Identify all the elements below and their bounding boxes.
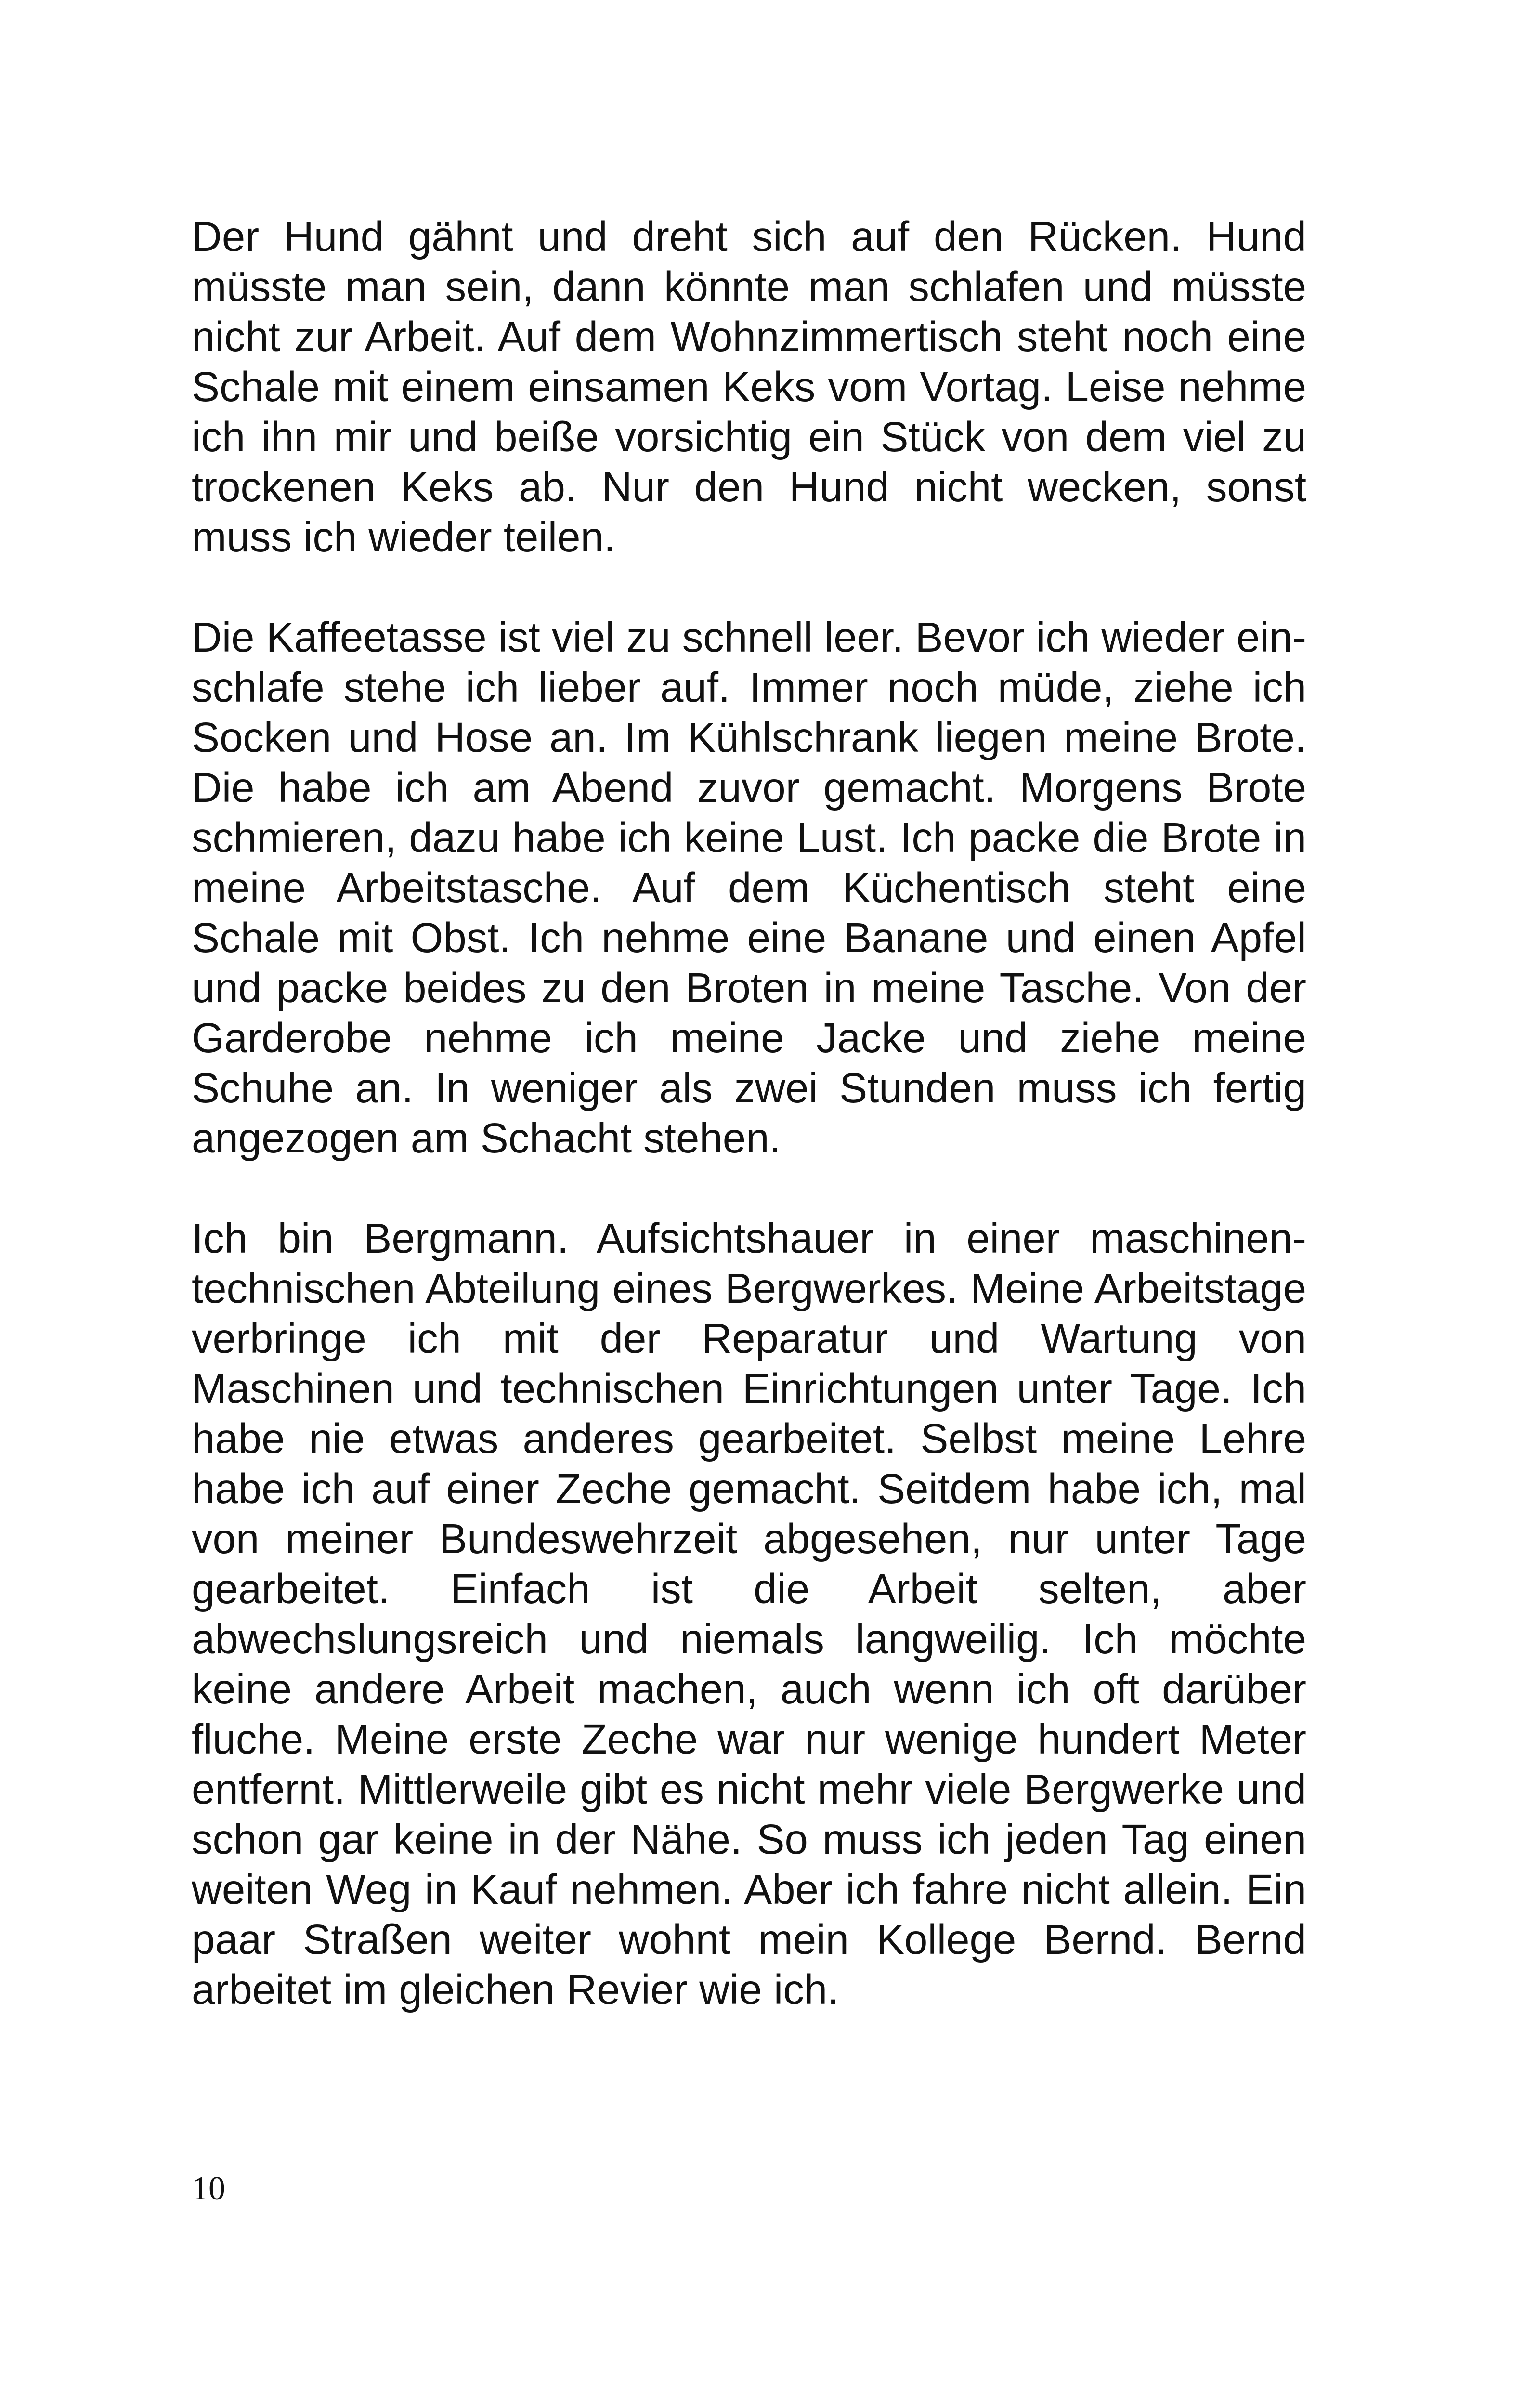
paragraph: Die Kaffeetasse ist viel zu schnell leer. Bevor ich wieder ein-schlafe stehe ich lieber auf. Immer noch müde, ziehe ich Socken und Hose an. Im Kühlschrank liegen meine Brote. Die habe ich am Abend zuvor gemacht. Morgens Brote schmieren, dazu habe ich keine Lust. Ich packe die Brote in meine Arbeitstasche. Auf dem Küchentisch steht eine Schale mit Obst. Ich nehme eine Banane und einen Apfel und packe beides zu den Broten in meine Tasche. Von der Garderobe nehme ich meine Jacke und ziehe meine Schuhe an. In weniger als zwei Stunden muss ich fertig angezogen am Schacht stehen. xyxy=(192,614,1306,1162)
paragraph: Der Hund gähnt und dreht sich auf den Rücken. Hund müsste man sein, dann könnte man schlafen und müsste nicht zur Arbeit. Auf dem Wohnzimmertisch steht noch eine Schale mit einem einsamen Keks vom Vortag. Leise nehme ich ihn mir und beiße vorsichtig ein Stück von dem viel zu trockenen Keks ab. Nur den Hund nicht wecken, sonst muss ich wieder teilen. xyxy=(192,213,1306,561)
paragraph: Ich bin Bergmann. Aufsichtshauer in einer maschinen-technischen Abteilung eines Bergwerkes. Meine Arbeitstage verbringe ich mit der Reparatur und Wartung von Maschinen und technischen Einrichtungen unter Tage. Ich habe nie etwas anderes gearbeitet. Selbst meine Lehre habe ich auf einer Zeche gemacht. Seitdem habe ich, mal von meiner Bundeswehrzeit abgesehen, nur unter Tage gearbeitet. Einfach ist die Arbeit selten, aber abwechslungsreich und niemals langweilig. Ich möchte keine andere Arbeit machen, auch wenn ich oft darüber fluche. Meine erste Zeche war nur wenige hundert Meter entfernt. Mittlerweile gibt es nicht mehr viele Bergwerke und schon gar keine in der Nähe. So muss ich jeden Tag einen weiten Weg in Kauf nehmen. Aber ich fahre nicht allein. Ein paar Straßen weiter wohnt mein Kollege Bernd. Bernd arbeitet im gleichen Revier wie ich. xyxy=(192,1215,1306,2013)
page-number: 10 xyxy=(192,2170,225,2207)
body-text xyxy=(192,212,1306,2015)
